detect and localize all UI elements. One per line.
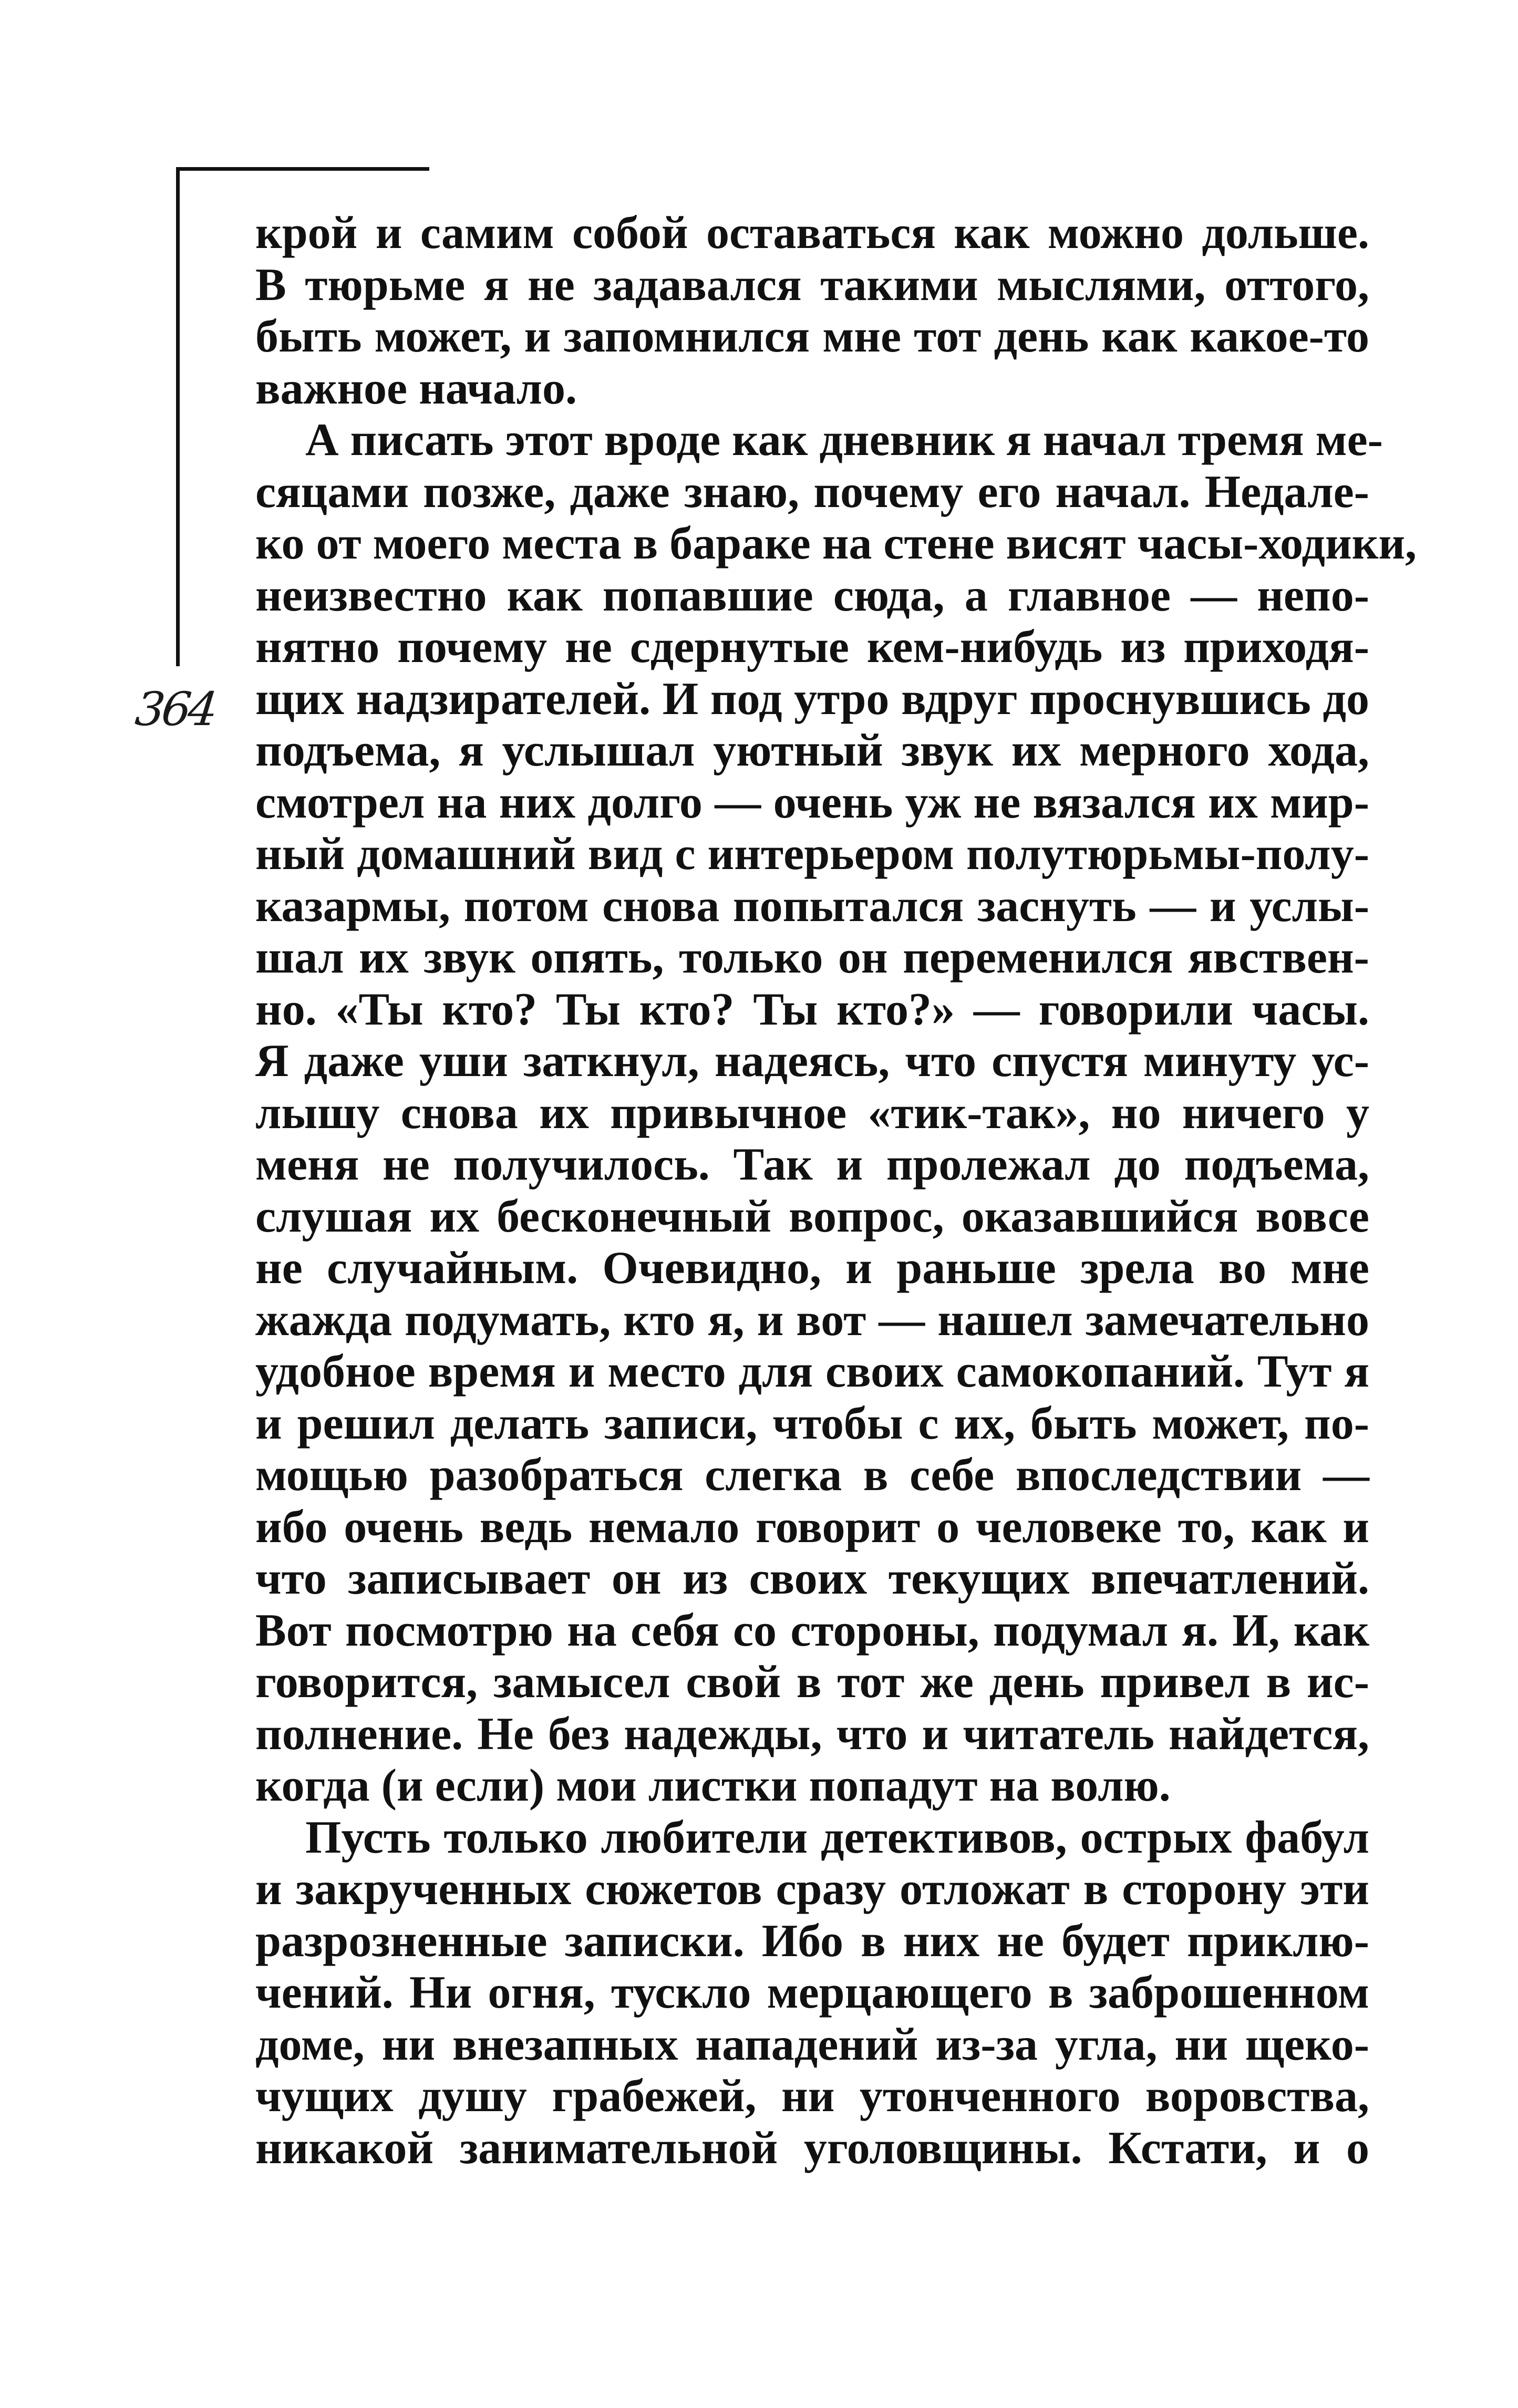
- text-line: и решил делать записи, чтобы с их, быть может, по-: [255, 1398, 1369, 1449]
- text-line: нятно почему не сдернутые кем-нибудь из приходя-: [255, 622, 1369, 673]
- text-line: ибо очень ведь немало говорит о человеке то, как и: [255, 1501, 1369, 1553]
- text-line: что записывает он из своих текущих впечатлений.: [255, 1553, 1369, 1604]
- text-line: А писать этот вроде как дневник я начал тремя ме-: [305, 415, 1383, 466]
- text-line: шал их звук опять, только он переменился явствен-: [255, 932, 1369, 983]
- handwritten-page-number: 364: [132, 682, 218, 736]
- text-line: В тюрьме я не задавался такими мыслями, оттого,: [255, 259, 1369, 311]
- text-line: разрозненные записки. Ибо в них не будет приклю-: [255, 1915, 1369, 1967]
- text-line: не случайным. Очевидно, и раньше зрела во мне: [255, 1243, 1369, 1294]
- text-line: чущих душу грабежей, ни утонченного воровства,: [255, 2071, 1369, 2122]
- text-line: ный домашний вид с интерьером полутюрьмы-полу-: [255, 829, 1369, 880]
- text-line: удобное время и место для своих самокопаний. Тут я: [255, 1346, 1369, 1397]
- text-line: Я даже уши заткнул, надеясь, что спустя минуту ус-: [255, 1036, 1369, 1087]
- text-line: говорится, замысел свой в тот же день привел в ис-: [255, 1657, 1369, 1708]
- text-line: смотрел на них долго — очень уж не вязался их мир-: [255, 777, 1369, 828]
- text-line: никакой занимательной уголовщины. Кстати, и о: [255, 2122, 1369, 2174]
- body-text: [255, 208, 1417, 2174]
- text-line: слушая их бесконечный вопрос, оказавшийся вовсе: [255, 1191, 1369, 1242]
- margin-bracket-left: [176, 167, 180, 666]
- text-line: но. «Ты кто? Ты кто? Ты кто?» — говорили часы.: [255, 984, 1369, 1035]
- text-line: Пусть только любители детективов, острых фабул: [305, 1812, 1369, 1863]
- text-line: быть может, и запомнился мне тот день как какое-то: [255, 311, 1369, 362]
- text-line: важное начало.: [255, 363, 577, 414]
- text-line: крой и самим собой оставаться как можно дольше.: [255, 208, 1369, 259]
- text-line: мощью разобраться слегка в себе впоследствии —: [255, 1450, 1369, 1501]
- text-line: Вот посмотрю на себя со стороны, подумал я. И, как: [255, 1605, 1369, 1656]
- text-line: неизвестно как попавшие сюда, а главное — непо-: [255, 570, 1369, 621]
- text-line: лышу снова их привычное «тик-так», но ничего у: [255, 1087, 1369, 1139]
- text-line: чений. Ни огня, тускло мерцающего в заброшенном: [255, 1967, 1369, 2018]
- text-line: когда (и если) мои листки попадут на волю.: [255, 1760, 1171, 1811]
- text-line: сяцами позже, даже знаю, почему его начал. Недале-: [255, 466, 1369, 518]
- margin-bracket-top: [176, 167, 429, 171]
- text-line: полнение. Не без надежды, что и читатель найдется,: [255, 1708, 1369, 1760]
- text-line: и закрученных сюжетов сразу отложат в сторону эти: [255, 1864, 1369, 1915]
- text-line: щих надзирателей. И под утро вдруг проснувшись до: [255, 673, 1369, 725]
- text-line: доме, ни внезапных нападений из-за угла, ни щеко-: [255, 2019, 1369, 2070]
- text-line: казармы, потом снова попытался заснуть — и услы-: [255, 880, 1369, 932]
- text-line: подъема, я услышал уютный звук их мерного хода,: [255, 725, 1369, 776]
- text-line: жажда подумать, кто я, и вот — нашел замечательно: [255, 1294, 1369, 1346]
- text-line: ко от моего места в бараке на стене висят часы-ходики,: [255, 518, 1417, 569]
- text-line: меня не получилось. Так и пролежал до подъема,: [255, 1139, 1369, 1190]
